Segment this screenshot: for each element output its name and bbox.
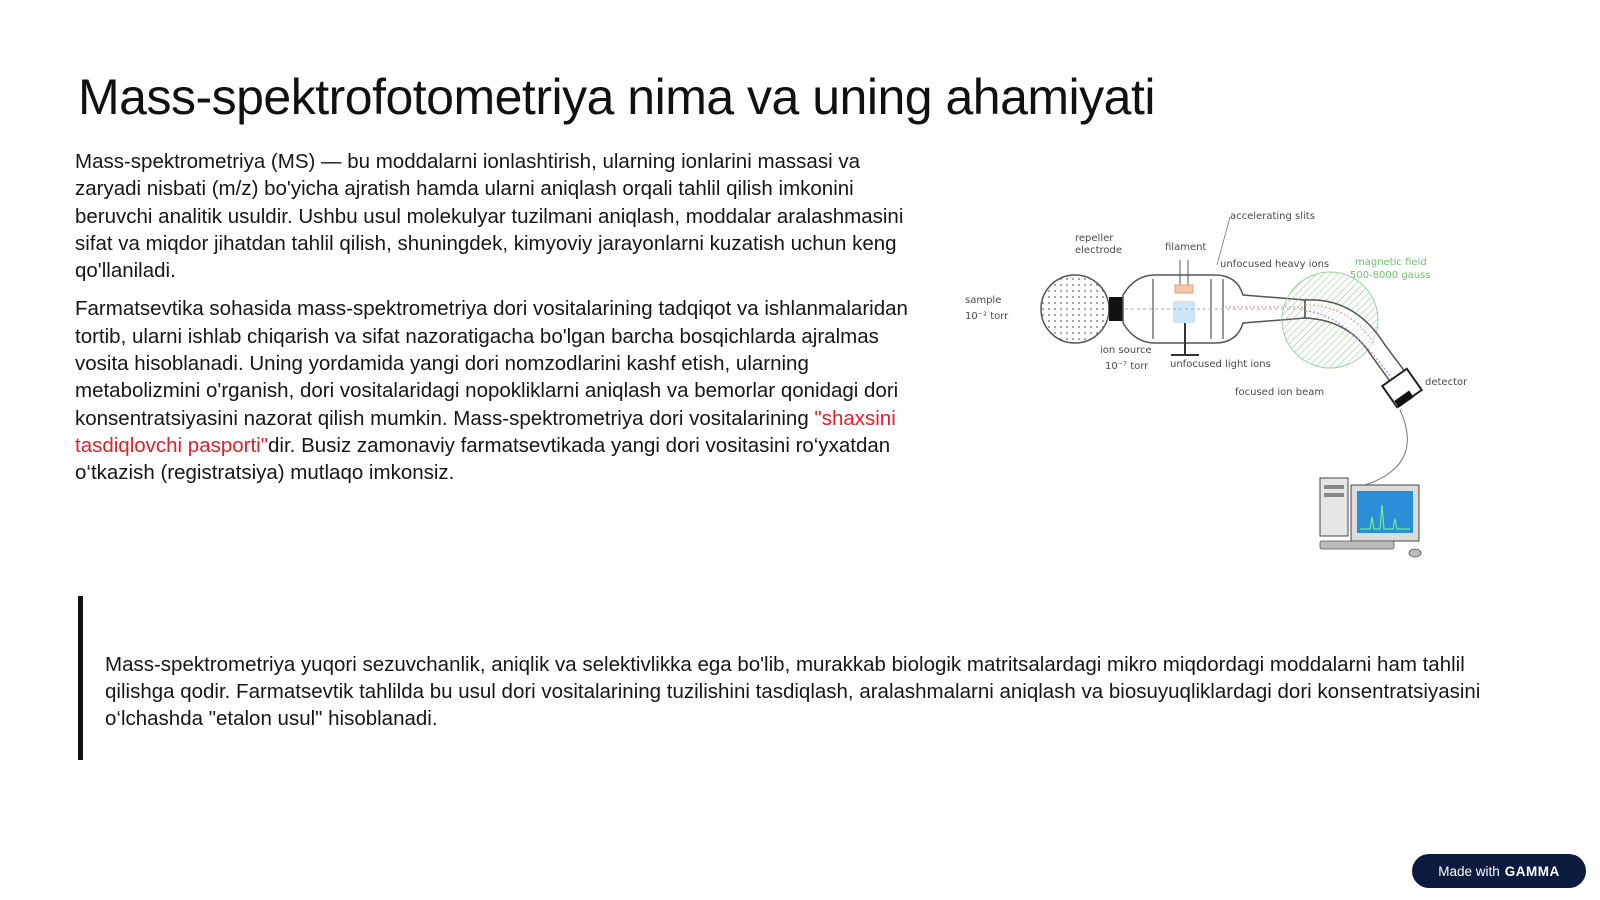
passport-highlight: "shaxsini tasdiqlovchi pasporti" — [75, 406, 896, 457]
label-sample-pressure: 10⁻² torr — [965, 311, 1009, 322]
filament — [1175, 285, 1193, 293]
keyboard — [1320, 541, 1394, 549]
label-electrode: electrode — [1075, 245, 1123, 256]
tower-drive — [1324, 485, 1344, 489]
tower-drive-2 — [1324, 493, 1344, 497]
sample-valve — [1109, 297, 1123, 321]
intro-paragraph: Mass-spektrometriya (MS) — bu moddalarni ionlashtirish, ularning ionlarini massasi va zaryadi nisbati (m/z) bo'yicha ajratish hamda ularni aniqlash orqali tahlil qilish imkonini beruvchi analitik usuldir. Ushbu usul molekulyar tuzilmani aniqlash, moddalar aralashmasini sifat va miqdor jihatdan tahlil qilish, shuningdek, kimyoviy jarayonlarni kuzatish uchun keng qo'llaniladi. — [75, 150, 904, 283]
label-repeller: repeller — [1075, 233, 1114, 244]
sample-flask — [1041, 275, 1109, 343]
pharma-paragraph-start: Farmatsevtika sohasida mass-spektrometriya dori vositalarining tadqiqot va ishlanmalaridan tortib, ularni ishlab chiqarish va sifat nazoratigacha bo'lgan barcha bosqichlarda ajralmas vosita hisoblanadi. Uning yordamida yangi dori nomzodlarini kashf etish, ularning metabolizmini o'rganish, dori vositalaridagi nopokliklarni aniqlash va bemorlar qonidagi dori konsentratsiyasini nazorat qilish mumkin. Mass-spektrometriya dori vositalarining — [75, 297, 908, 430]
gamma-logo: GAMMA — [1504, 863, 1560, 879]
quote-block — [78, 596, 1523, 760]
label-ion-source: ion source — [1100, 345, 1152, 356]
label-focused-ion-beam: focused ion beam — [1235, 387, 1325, 398]
badge-prefix: Made with — [1438, 863, 1500, 879]
mouse — [1409, 549, 1421, 557]
text-column — [75, 148, 910, 498]
label-detector: detector — [1425, 377, 1468, 388]
monitor-screen — [1357, 491, 1413, 533]
mass-spectrometer-diagram — [965, 205, 1485, 575]
accelerating-slits-pointer — [1217, 217, 1230, 265]
label-unfocused-light-ions: unfocused light ions — [1170, 359, 1271, 370]
slide-title: Mass-spektrofotometriya nima va uning ahamiyati — [78, 69, 1155, 125]
label-ion-source-pressure: 10⁻⁷ torr — [1105, 361, 1149, 372]
made-with-gamma-badge[interactable] — [1412, 854, 1586, 888]
pharma-paragraph — [75, 295, 910, 486]
ion-cloud — [1173, 301, 1195, 323]
label-magnetic-field: magnetic field — [1355, 257, 1427, 268]
detector-cable — [1365, 410, 1407, 485]
label-unfocused-heavy-ions: unfocused heavy ions — [1220, 259, 1330, 270]
pharma-paragraph-end: dir. Busiz zamonaviy farmatsevtikada yangi dori vositasini ro‘yxatdan o‘tkazish (registratsiya) mutlaqo imkonsiz. — [75, 433, 891, 485]
quote-text: Mass-spektrometriya yuqori sezuvchanlik, aniqlik va selektivlikka ega bo'lib, murakkab biologik matritsalardagi mikro miqdordagi moddalarni ham tahlil qilishga qodir. Farmatsevtik tahlilda bu usul dori vositalarining tuzilishini tasdiqlash, aralashmalarni aniqlash va biosuyuqliklardagi dori konsentratsiyasini o‘lchashda "etalon usul" hisoblanadi. — [105, 653, 1481, 730]
label-accelerating-slits: accelerating slits — [1230, 211, 1315, 222]
label-sample: sample — [965, 295, 1002, 306]
label-gauss: 500-8000 gauss — [1350, 270, 1431, 281]
label-filament: filament — [1165, 242, 1207, 253]
